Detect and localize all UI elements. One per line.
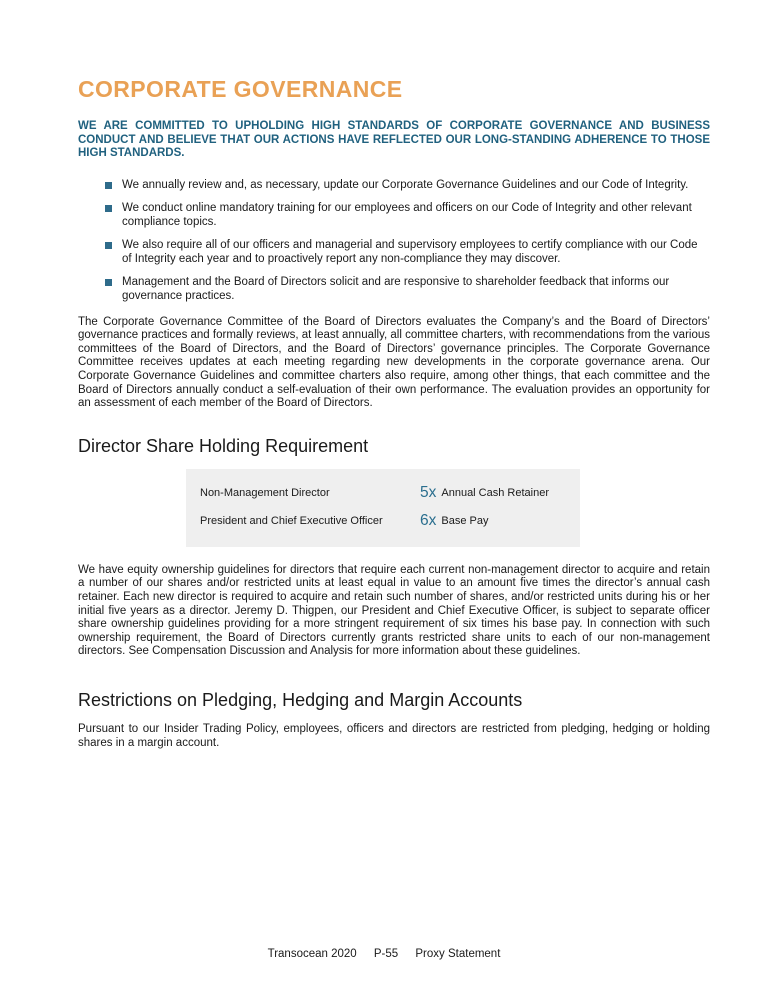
- bullet-text: We conduct online mandatory training for our employees and officers on our Code of Integrity and other relevant compliance topics.: [122, 202, 692, 228]
- page-title: CORPORATE GOVERNANCE: [78, 76, 403, 102]
- table-cell-role: President and Chief Executive Officer: [200, 514, 383, 527]
- share-holding-table: [186, 469, 580, 547]
- restrictions-paragraph: Pursuant to our Insider Trading Policy, employees, officers and directors are restricted from pledging, hedging or holding shares in a margin account.: [78, 722, 710, 749]
- bullet-square-icon: [105, 242, 112, 249]
- equity-ownership-paragraph: We have equity ownership guidelines for directors that require each current non-management director to acquire and retain a number of our shares and/or restricted units at least equal in value to an amount five times the director’s annual cash retainer. Each new director is required to acquire and retain such number of shares, and/or restricted units during his or her initial five years as a director. Jeremy D. Thigpen, our President and Chief Executive Officer, is subject to separate officer share ownership guidelines providing for a more stringent requirement of six times his base pay. In connection with such ownership requirement, the Board of Directors currently grants restricted share units to each of our non-management directors. See Compensation Discussion and Analysis for more information about these guidelines.: [78, 563, 710, 658]
- list-item: [78, 179, 710, 193]
- table-row: [186, 507, 580, 535]
- table-cell-requirement: [420, 485, 549, 501]
- page-footer: [0, 948, 768, 960]
- bullet-text: We also require all of our officers and managerial and supervisory employees to certify compliance with our Code of Integrity each year and to proactively report any non-compliance they may discover.: [122, 239, 698, 265]
- intro-statement: WE ARE COMMITTED TO UPHOLDING HIGH STANDARDS OF CORPORATE GOVERNANCE AND BUSINESS CONDUCT AND BELIEVE THAT OUR ACTIONS HAVE REFLECTED OUR LONG-STANDING ADHERENCE TO THOSE HIGH STANDARDS.: [78, 120, 710, 159]
- bullet-text: Management and the Board of Directors solicit and are responsive to shareholder feedback that informs our governance practices.: [122, 276, 670, 303]
- footer-company: Transocean 2020: [267, 948, 357, 960]
- bullet-square-icon: [105, 182, 112, 189]
- section-heading-restrictions: Restrictions on Pledging, Hedging and Margin Accounts: [78, 689, 523, 710]
- section-heading-director-share-holding: Director Share Holding Requirement: [78, 435, 369, 456]
- bullet-square-icon: [105, 279, 112, 286]
- bullet-square-icon: [105, 205, 112, 212]
- basis-label: Base Pay: [441, 514, 489, 527]
- governance-bullet-list: [78, 179, 710, 304]
- footer-label: Proxy Statement: [415, 948, 501, 960]
- table-cell-requirement: [420, 513, 488, 529]
- multiple-value: 6x: [420, 511, 437, 529]
- list-item: [78, 276, 710, 303]
- footer-page-number: P-55: [373, 948, 399, 960]
- multiple-value: 5x: [420, 483, 437, 501]
- table-cell-role: Non-Management Director: [200, 486, 330, 499]
- list-item: [78, 202, 710, 229]
- table-row: [186, 479, 580, 507]
- governance-committee-paragraph: The Corporate Governance Committee of the Board of Directors evaluates the Company’s and the Board of Directors’ governance practices and formally reviews, at least annually, all committee charters, with recommendations from the various committees of the Board of Directors, and the Board of Directors’ governance principles. The Corporate Governance Committee receives updates at each meeting regarding new developments in the corporate governance arena. Our Corporate Governance Guidelines and committee charters also require, among other things, that each committee and the Board of Directors annually conduct a self-evaluation of their own performance. The evaluation provides an opportunity for an assessment of each member of the Board of Directors.: [78, 315, 710, 410]
- bullet-text: We annually review and, as necessary, update our Corporate Governance Guidelines and our Code of Integrity.: [122, 178, 689, 191]
- list-item: [78, 239, 710, 266]
- page-content: [78, 0, 710, 750]
- basis-label: Annual Cash Retainer: [441, 486, 549, 499]
